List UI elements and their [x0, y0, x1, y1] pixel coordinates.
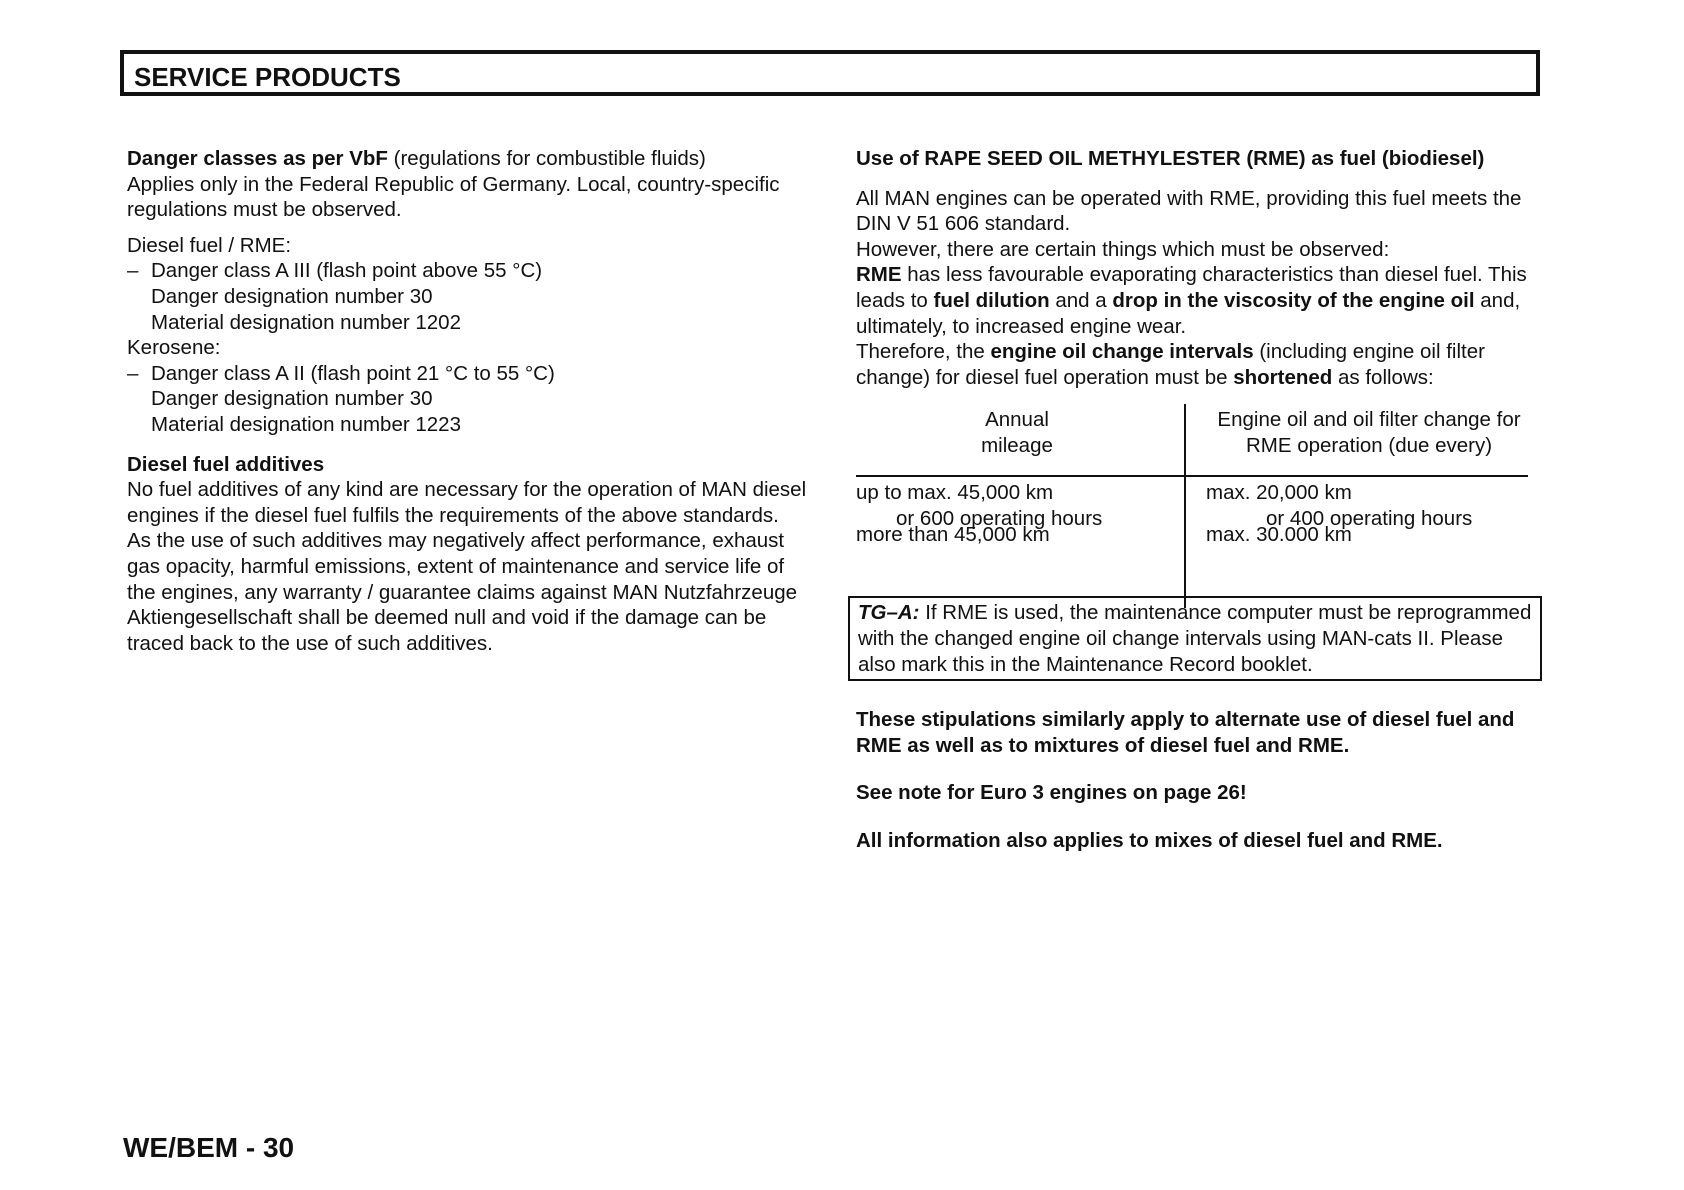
left-column — [127, 146, 807, 656]
oil-change-interval-table — [856, 404, 1546, 608]
table-header-divider — [856, 475, 1528, 477]
table-cell: max. 20,000 km or 400 operating hours — [1206, 481, 1473, 530]
table-cell: more than 45,000 km — [856, 523, 1050, 547]
dash-bullet: – — [127, 361, 139, 385]
table-header-oil-change: Engine oil and oil filter change for RME operation (due every) — [1217, 408, 1521, 457]
table-header-annual-mileage: Annual mileage — [981, 408, 1053, 457]
page-number: WE/BEM - 30 — [123, 1132, 295, 1163]
section-header — [120, 50, 1540, 96]
list-item: Danger class A II (flash point 21 °C to 55 °C) — [151, 361, 555, 385]
list-item: Danger designation number 30 — [151, 284, 433, 308]
rme-paragraph-1: All MAN engines can be operated with RME, providing this fuel meets the DIN V 51 606 standard. — [856, 186, 1522, 236]
section-title: SERVICE PRODUCTS — [134, 62, 401, 92]
additives-paragraph-2: As the use of such additives may negatively affect performance, exhaust gas opacity, harmful emissions, extent of maintenance and service life of the engines, any warranty / guarantee claims against MAN Nutzfahrzeuge Aktiengesellschaft shall be deemed null and void if the damage can be traced back to the use of such additives. — [127, 529, 798, 655]
right-column — [856, 146, 1546, 854]
kerosene-label: Kerosene: — [127, 336, 221, 360]
diesel-rme-label: Diesel fuel / RME: — [127, 233, 292, 257]
list-item: Material designation number 1202 — [151, 310, 461, 334]
list-item: Danger class A III (flash point above 55 °C) — [151, 259, 543, 283]
tga-label: TG–A: — [858, 601, 920, 625]
mixes-note: All information also applies to mixes of diesel fuel and RME. — [856, 828, 1443, 852]
list-item: Danger designation number 30 — [151, 387, 433, 411]
diesel-danger-list — [127, 258, 807, 335]
danger-classes-paragraph: Danger classes as per VbF (regulations for combustible fluids) — [127, 147, 706, 170]
rme-heading: Use of RAPE SEED OIL METHYLESTER (RME) as fuel (biodiesel) — [856, 147, 1485, 170]
list-item: Material designation number 1223 — [151, 412, 461, 436]
danger-classes-heading: Danger classes as per VbF — [127, 147, 388, 170]
kerosene-danger-list — [127, 361, 807, 438]
additives-paragraph-1: No fuel additives of any kind are necessary for the operation of MAN diesel engines if the diesel fuel fulfils the requirements of the above standards. — [127, 478, 807, 527]
tga-note: TG–A: If RME is used, the maintenance computer must be reprogrammed with the changed engine oil change intervals using MAN-cats II. Please also mark this in the Maintenance Record booklet. — [858, 601, 1532, 676]
danger-classes-intro: Applies only in the Federal Republic of Germany. Local, country-specific regulations must be observed. — [127, 172, 780, 222]
table-column-divider — [1184, 404, 1186, 608]
rme-paragraph-3: RME has less favourable evaporating characteristics than diesel fuel. This leads to fuel dilution and a drop in the viscosity of the engine oil and, ultimately, to increased engine wear. — [856, 263, 1527, 338]
euro3-note: See note for Euro 3 engines on page 26! — [856, 781, 1247, 805]
tga-note-box — [848, 596, 1542, 681]
table-cell: up to max. 45,000 km or 600 operating hours — [856, 481, 1103, 530]
rme-paragraph-4: Therefore, the engine oil change intervals (including engine oil filter change) for diesel fuel operation must be shortened as follows: — [856, 340, 1485, 389]
stipulations-note: These stipulations similarly apply to alternate use of diesel fuel and RME as well as to mixtures of diesel fuel and RME. — [856, 708, 1515, 757]
additives-heading: Diesel fuel additives — [127, 452, 325, 476]
table-cell: max. 30.000 km — [1206, 523, 1352, 547]
rme-paragraph-2: However, there are certain things which must be observed: — [856, 237, 1390, 261]
dash-bullet: – — [127, 259, 139, 283]
